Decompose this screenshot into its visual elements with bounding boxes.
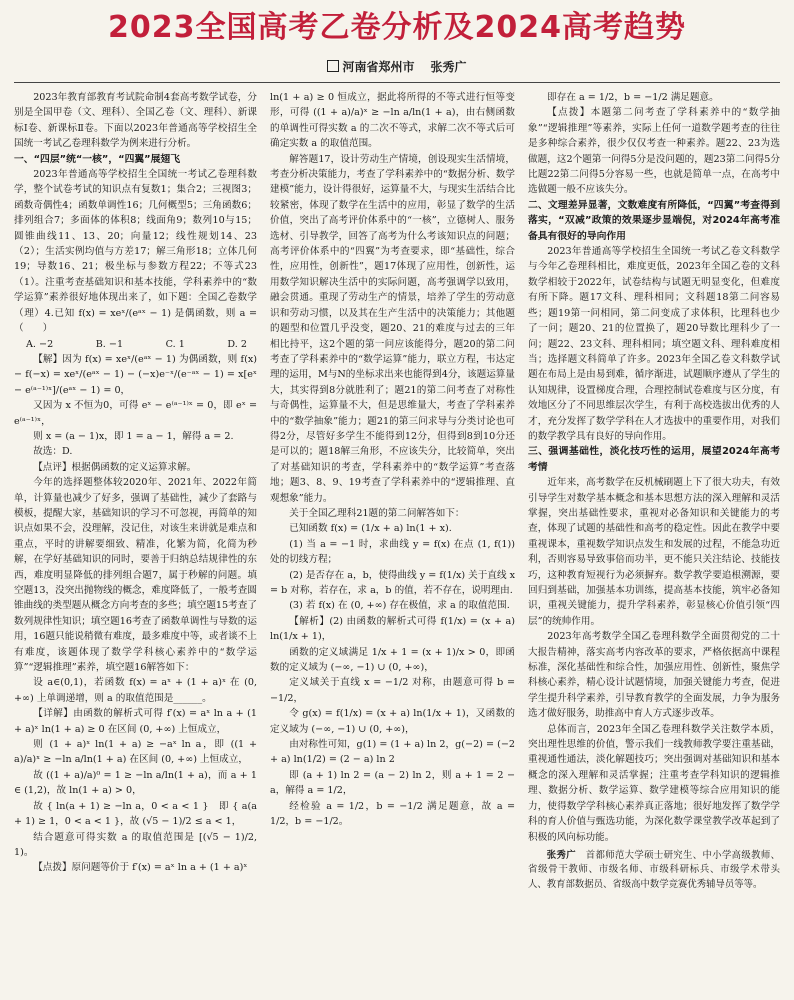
paragraph: 近年来，高考数学在反机械刷题上下了很大功夫，有效引导学生对数学基本概念和基本思想方法的深入理解和灵活掌握，突出基础性要求，重视对必备知识和关键能力的考查，体现了试题的基础性和高考的稳定性。因此在教学中要重视课本，重视数学知识点发生和发展的过程，不能急功近利，否则容易导致事倍而功半，更不能只关注结论、技能技巧，这种教育短视行为必须摒弃。数学教学要追根溯源，要回归到基础，加强基本功训练，提高基本技能，筑牢必备知识，重视关键能力，提升学科素养，彰显核心价值引领“四层”的统帅作用。: [528, 477, 780, 627]
paragraph: 结合题意可得实数 a 的取值范围是 [(√5 − 1)/2, 1)。: [14, 831, 257, 858]
paragraph: ln(1 + a) ≥ 0 恒成立，据此将所得的不等式进行恒等变形，可得 ((1 + a)/a)ˣ ≥ −ln a/ln(1 + a)，由右侧函数的单调性可得实数 a 的二次不等式，求解二次不等式后可确定实数 a 的取值范围。: [270, 92, 515, 150]
paragraph: 解答题17，设计劳动生产情境，创设现实生活情境，考查分析决策能力，考查了学科素养中的“数据分析、数学建模”能力，设计得很好，运算量不大，与现实生活结合比较紧密，体现了数学在生活中的应用，彰显了数学的生活价值，突出了高考评价体系中的“一核”，立德树人、服务选材、引导教学，回答了高考为什么考该知识点的问题；高考评价体系中的“四翼”为考查要求，即“基础性，综合性，应用性，创新性”，题17体现了应用性，创新性，运用数学知识解决生活中的实际问题，高考强调学以致用，融会贯通。重现了劳动生产的情景，培养了学生的劳动意识和劳动习惯，以及其在生产生活中的决策能力；其他题的题型和位置几乎没变，题20、21的难度与过去的三年相比持平，这2个题的第一问应该能得分，题20的第二问考查了学科素养中的“数学运算”能力，联立方程，韦达定理的运用，M与N的坐标求出来也能得到4分，该题运算量大，其实得到8分就胜利了；题21的第二问考查了对称性与奇偶性，运算量不大，但是思维量大，考查了学科素养中的“数学抽象”能力；题21的第三问求导与分类讨论也可得2分，尽管好多学生不能得到12分，但得到8到10分还是可以的；题18解三角形，不应该失分，比较简单，突出了对基础知识的考查，学科素养中的“数学运算”考查落地；题3、8、9、19考查了学科素养中的“逻辑推理、直观想象”能力。: [270, 153, 515, 504]
paragraph: 定义域关于直线 x = −1/2 对称，由题意可得 b = −1/2，: [270, 677, 515, 704]
paragraph: 由对称性可知，g(1) = (1 + a) ln 2，g(−2) = (−2 + a) ln(1/2) = (2 − a) ln 2: [270, 739, 515, 766]
paragraph: 【点拨】原问题等价于 f′(x) = aˣ ln a + (1 + a)ˣ: [33, 862, 248, 874]
paragraph: 2023年教育部教育考试院命制4套高考数学试卷，分别是全国甲卷（文、理科）、全国乙卷（文、理科）、新课标Ⅰ卷、新课标Ⅱ卷。下面以2023年普通高等学校招生全国统一考试乙卷理科数学为例来进行分析。: [14, 92, 257, 150]
option-a: A. −2: [26, 338, 54, 350]
column-1: [14, 90, 257, 995]
paragraph: 经检验 a = 1/2，b = −1/2 满足题意，故 a = 1/2，b = −1/2。: [270, 800, 515, 828]
bio-name: 张秀广: [546, 849, 576, 861]
author-line: [0, 58, 794, 78]
section-heading: 二、文理差异显著，文数难度有所降低，“四翼”考查得到落实，“双减”政策的效果逐步显端倪，对2024年高考准备具有很好的导向作用: [528, 199, 780, 242]
column-3: [528, 90, 780, 995]
paragraph: 【详解】由函数的解析式可得 f′(x) = aˣ ln a + (1 + a)ˣ ln(1 + a) ≥ 0 在区间 (0, +∞) 上恒成立，: [14, 708, 257, 735]
paragraph: 故选：D.: [33, 446, 73, 458]
paragraph: 令 g(x) = f(1/x) = (x + a) ln(1/x + 1)，又函数的定义域为 (−∞, −1) ∪ (0, +∞)，: [270, 708, 515, 735]
paragraph: 【解析】(2) 由函数的解析式可得 f(1/x) = (x + a) ln(1/x + 1)，: [270, 615, 515, 643]
paragraph: 即存在 a = 1/2，b = −1/2 满足题意。: [547, 92, 719, 103]
paragraph: 故 ((1 + a)/a)⁰ = 1 ≥ −ln a/ln(1 + a)，而 a + 1 ∈ (1,2)，故 ln(1 + a) > 0，: [14, 769, 257, 797]
section-heading: 一、“四层”统“一核”，“四翼”展翅飞: [14, 153, 180, 165]
paragraph: 2023年普通高等学校招生全国统一考试乙卷文科数学与今年乙卷理科相比，难度更低，2023年全国乙卷的文科数学相较于2022年，试卷结构与试题无明显变化，但难度有所下降。题17文科、理科相同；文科题18第二问容易些；题19第一问相同，第二问变成了求体积，比理科也少了一问；题20、21的位置换了，题20导数比理科少了一问；题22、23文科、理科相同；填空题文科、理科难度相当；选择题文科简单了许多。2023年全国乙卷文科数学试题在布局上是由易到难，循序渐进，试题顺序遵从了学生的认知规律，设置梯度合理，合理控制试卷难度与区分度，有效地区分了不同思维层次学生，有利于高校选拔出优秀的人才，充分发挥了数学学科在人才选拔中的重要作用，对我们的数学教学具有良好的导向作用。: [528, 246, 780, 442]
paragraph: 【解】因为 f(x) = xeˣ/(eᵃˣ − 1) 为偶函数，则 f(x) − f(−x) = xeˣ/(eᵃˣ − 1) − (−x)e⁻ˣ/(e⁻ᵃˣ − 1) = x[eˣ − e⁽ᵃ⁻¹⁾ˣ]/(eᵃˣ − 1) = 0，: [14, 353, 257, 396]
paragraph: 又因为 x 不恒为0，可得 eˣ − e⁽ᵃ⁻¹⁾ˣ = 0，即 eˣ = e⁽ᵃ⁻¹⁾ˣ，: [14, 400, 257, 427]
paragraph: 【点评】根据偶函数的定义运算求解。: [33, 461, 197, 473]
article-title: 2023全国高考乙卷分析及2024高考趋势: [108, 10, 686, 45]
paragraph: (3) 若 f(x) 在 (0, +∞) 存在极值，求 a 的取值范围.: [289, 600, 510, 612]
author-location: 河南省郑州市: [342, 60, 415, 74]
option-b: B. −1: [95, 338, 124, 350]
paragraph: 故 { ln(a + 1) ≥ −ln a，0 < a < 1 } 即 { a(a + 1) ≥ 1，0 < a < 1 }，故 (√5 − 1)/2 ≤ a < 1，: [14, 800, 257, 828]
header-divider: [14, 82, 780, 83]
paragraph: 设 a∈(0,1)，若函数 f(x) = aˣ + (1 + a)ˣ 在 (0, +∞) 上单调递增，则 a 的取值范围是______。: [14, 677, 257, 704]
paragraph: 则 (1 + a)ˣ ln(1 + a) ≥ −aˣ ln a，即 ((1 + a)/a)ˣ ≥ −ln a/ln(1 + a) 在区间 (0, +∞) 上恒成立，: [14, 739, 257, 766]
square-icon: [327, 60, 339, 72]
paragraph: 2023年普通高等学校招生全国统一考试乙卷理科数学，整个试卷考试的知识点有复数1；集合2；三视图3；函数奇偶性4；函数单调性16；几何概型5；三角函数6；排列组合7；多面体的体积8；线面角9；数列10与15；圆锥曲线11、13、20；向量12；线性规划14、23（2）；生活实例均值与方差17；解三角形18；立体几何19；导数16、21；极坐标与参数方程22；不等式23（1）。注重考查基础知识和基本技能，学科素养中的“数学运算”素养很好地体现出来了，如下题：全国乙卷数学（理）4.已知 f(x) = xeˣ/(eᵃˣ − 1) 是偶函数，则 a =（ ）: [14, 169, 257, 335]
paragraph: 函数的定义域满足 1/x + 1 = (x + 1)/x > 0，即函数的定义域为 (−∞, −1) ∪ (0, +∞)，: [270, 646, 515, 674]
paragraph: 即 (a + 1) ln 2 = (a − 2) ln 2，则 a + 1 = 2 − a，解得 a = 1/2，: [270, 769, 515, 797]
paragraph: 总体而言，2023年全国乙卷理科数学关注数学本质，突出理性思维的价值，警示我们一线教师教学要注重基础，重视通性通法，淡化解题技巧；突出强调对基础知识和基本概念的深入理解和灵活掌握；注重考查学科知识的逻辑推理、数据分析、数学运算、数学建模等综合应用知识的能力，使得数学学科核心素养真正落地；很好地发挥了数学学科的育人价值与甄选功能，为深化数学课堂教学改革起到了积极的风向标功能。: [528, 723, 780, 843]
paragraph: 已知函数 f(x) = (1/x + a) ln(1 + x).: [289, 523, 452, 535]
paragraph: 今年的选择题整体较2020年、2021年、2022年简单，计算量也减少了好多，强调了基础性，减少了套路与模板，提醒大家，基础知识的学习不可忽视，再简单的知识点如果不会，没理解，没记住，对该生来讲就是难点和重点，平时的讲解要细致、精准，化繁为简，化简为秒解，在学好基础知识的同时，要善于归纳总结规律性的东西，难度明显降低的排列组合题7，属于秒解的问题。填空题13，没突出抛物线的概念，难度降低了，一般考查圆锥曲线的类型题从概念方向考查的多些；填空题15考查了数列规律性知识；填空题16考查了函数单调性与导数的运用，16题只能说稍微有难度，最多难度中等，或者谈不上有难度，该题体现了数学学科核心素养中的“数学运算”“逻辑推理”素养，填空题16解答如下：: [14, 477, 257, 674]
option-d: D. 2: [227, 338, 247, 350]
section-heading: 三、强调基础性，淡化技巧性的运用，展望2024年高考考情: [528, 446, 780, 473]
paragraph: 则 x = (a − 1)x，即 1 = a − 1，解得 a = 2.: [33, 430, 234, 442]
paragraph: (2) 是否存在 a，b，使得曲线 y = f(1/x) 关于直线 x = b 对称，若存在，求 a，b 的值，若不存在，说明理由.: [270, 569, 515, 596]
author-bio: [528, 849, 780, 893]
paragraph: 2023年高考数学全国乙卷理科数学全面贯彻党的二十大报告精神，落实高考内容改革的要求，严格依据高中课程标准，深化基础性和综合性，加强应用性、创新性，聚焦学科核心素养，精心设计试题情境，加强关键能力考查，促进学生提升科学素养，引导教育教学的全面发展，力争为服务选才做好服务，助推高中育人方式逐步改革。: [528, 631, 780, 720]
bio-text: 首都师范大学硕士研究生、中小学高级教师、省级骨干教师、市级名师、市级科研标兵、市级学术带头人、教育部数据员、省级高中数学竞赛优秀辅导员等等。: [528, 849, 780, 890]
column-2: [270, 90, 515, 995]
paragraph: (1) 当 a = −1 时，求曲线 y = f(x) 在点 (1, f(1)) 处的切线方程；: [270, 538, 515, 566]
paragraph: 【点拨】本题第二问考查了学科素养中的“数学抽象”“逻辑推理”等素养，实际上任何一道数学题考查的往往是多种综合素养，很少仅仅考查一种素养。题22、23为选做题，这2个题第一问得5分是没问题的，题23第二问得5分比题22第二问得5分容易一些，也就是简单一点，在高考中选做题一般不应该失分。: [528, 107, 780, 196]
option-c: C. 1: [165, 338, 185, 350]
author-name: 张秀广: [430, 60, 467, 74]
paragraph: 关于全国乙理科21题的第二问解答如下：: [289, 507, 465, 519]
answer-options: [14, 337, 257, 352]
